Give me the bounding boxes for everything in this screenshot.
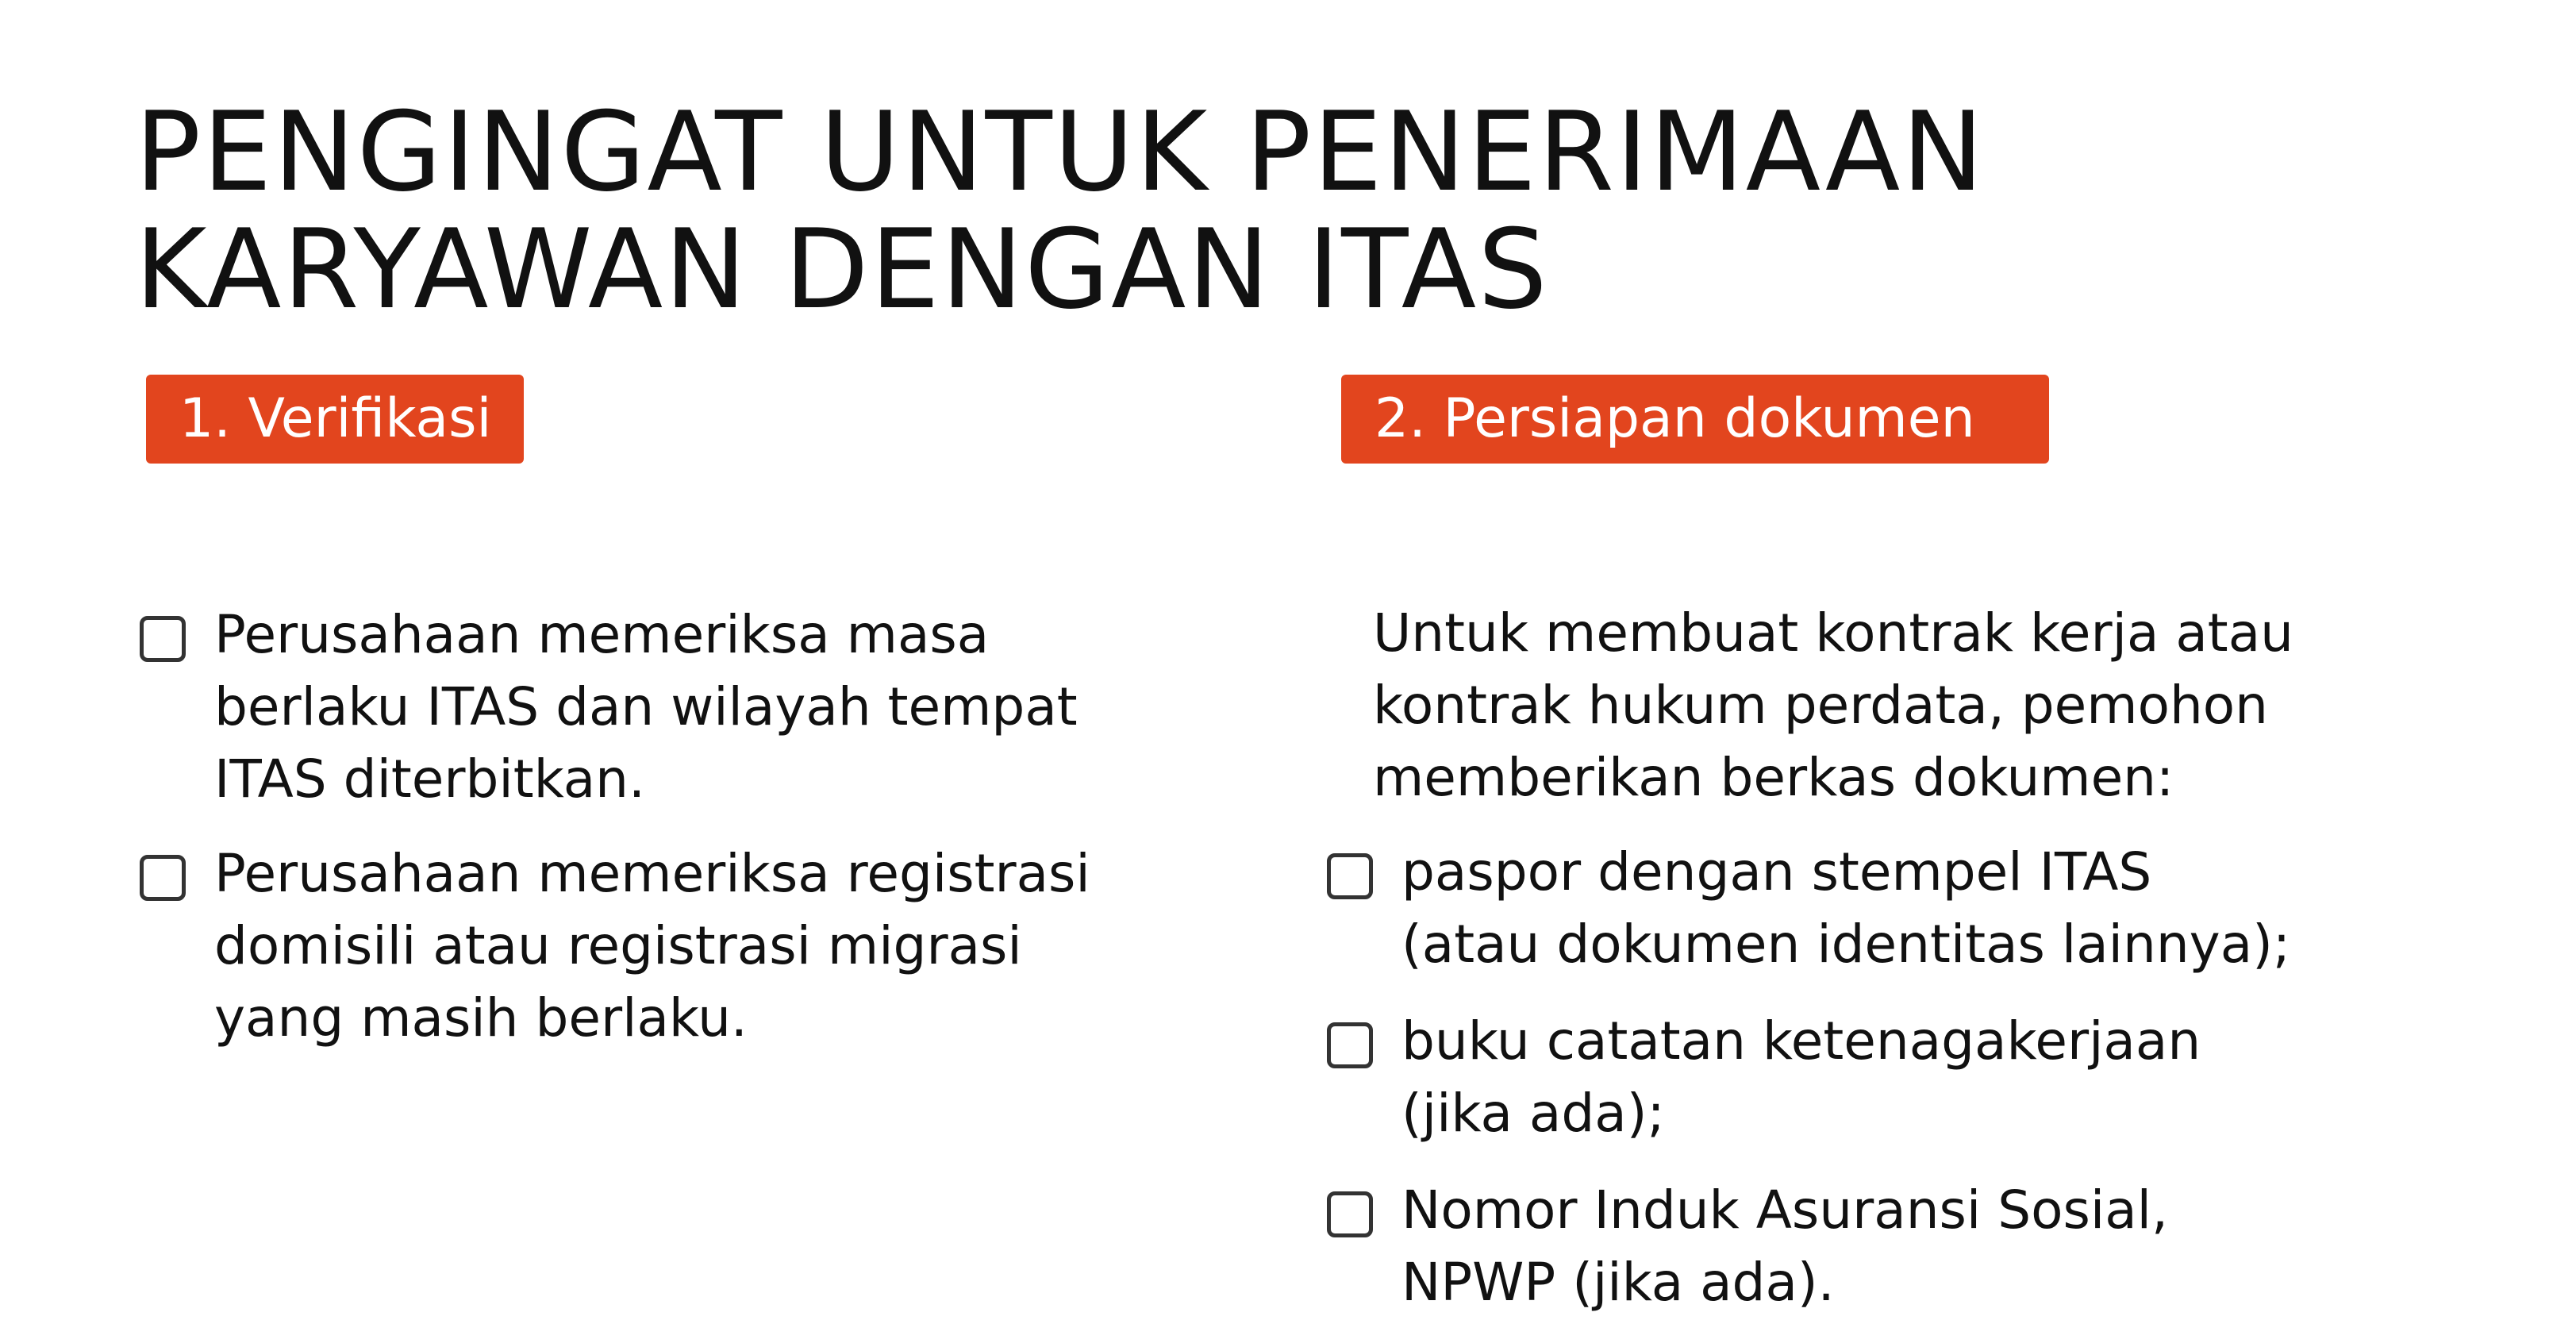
checklist-item-text (214, 837, 1225, 1054)
text-line: (jika ada); (1401, 1083, 1665, 1144)
verification-checklist (146, 598, 1225, 1054)
text-line: Perusahaan memeriksa registrasi (214, 843, 1090, 904)
page-title-line-1: PENGINGAT UNTUK PENERIMAAN (135, 88, 1986, 216)
text-line: (atau dokumen identitas lainnya); (1401, 914, 2291, 975)
section-verification (146, 375, 1225, 1054)
section-heading-verification: 1. Verifikasi (146, 375, 524, 464)
checklist-item-text (1401, 1005, 2532, 1149)
section-intro-text (1373, 597, 2532, 814)
checklist-item (1322, 1005, 2532, 1149)
checklist-item (135, 837, 1225, 1054)
checkbox-icon[interactable] (1327, 853, 1373, 899)
document-checklist (1341, 836, 2532, 1318)
text-line: Perusahaan memeriksa masa (214, 604, 990, 665)
page-title-line-2: KARYAWAN DENGAN ITAS (135, 206, 1549, 333)
text-line: memberikan berkas dokumen: (1373, 747, 2174, 808)
text-line: buku catatan ketenagakerjaan (1401, 1010, 2201, 1072)
page-title (135, 88, 2357, 333)
text-line: Nomor Induk Asuransi Sosial, (1401, 1179, 2168, 1241)
text-line: kontrak hukum perdata, pemohon (1373, 675, 2268, 736)
checkbox-icon[interactable] (140, 855, 186, 901)
checklist-item (135, 598, 1225, 815)
checklist-item-text (214, 598, 1225, 815)
text-line: berlaku ITAS dan wilayah tempat (214, 676, 1078, 737)
text-line: yang masih berlaku. (214, 987, 748, 1049)
checkbox-icon[interactable] (1327, 1022, 1373, 1068)
text-line: domisili atau registrasi migrasi (214, 915, 1022, 976)
checklist-item-text (1401, 836, 2532, 980)
checklist-item-text (1401, 1174, 2532, 1318)
checklist-item (1322, 1174, 2532, 1318)
section-heading-document-preparation: 2. Persiapan dokumen (1341, 375, 2049, 464)
text-line: Untuk membuat kontrak kerja atau (1373, 602, 2293, 664)
text-line: ITAS diterbitkan. (214, 748, 645, 810)
text-line: paspor dengan stempel ITAS (1401, 841, 2152, 902)
text-line: NPWP (jika ada). (1401, 1252, 1835, 1313)
checkbox-icon[interactable] (140, 616, 186, 662)
checkbox-icon[interactable] (1327, 1191, 1373, 1237)
checklist-item (1322, 836, 2532, 980)
section-document-preparation (1341, 375, 2532, 1318)
